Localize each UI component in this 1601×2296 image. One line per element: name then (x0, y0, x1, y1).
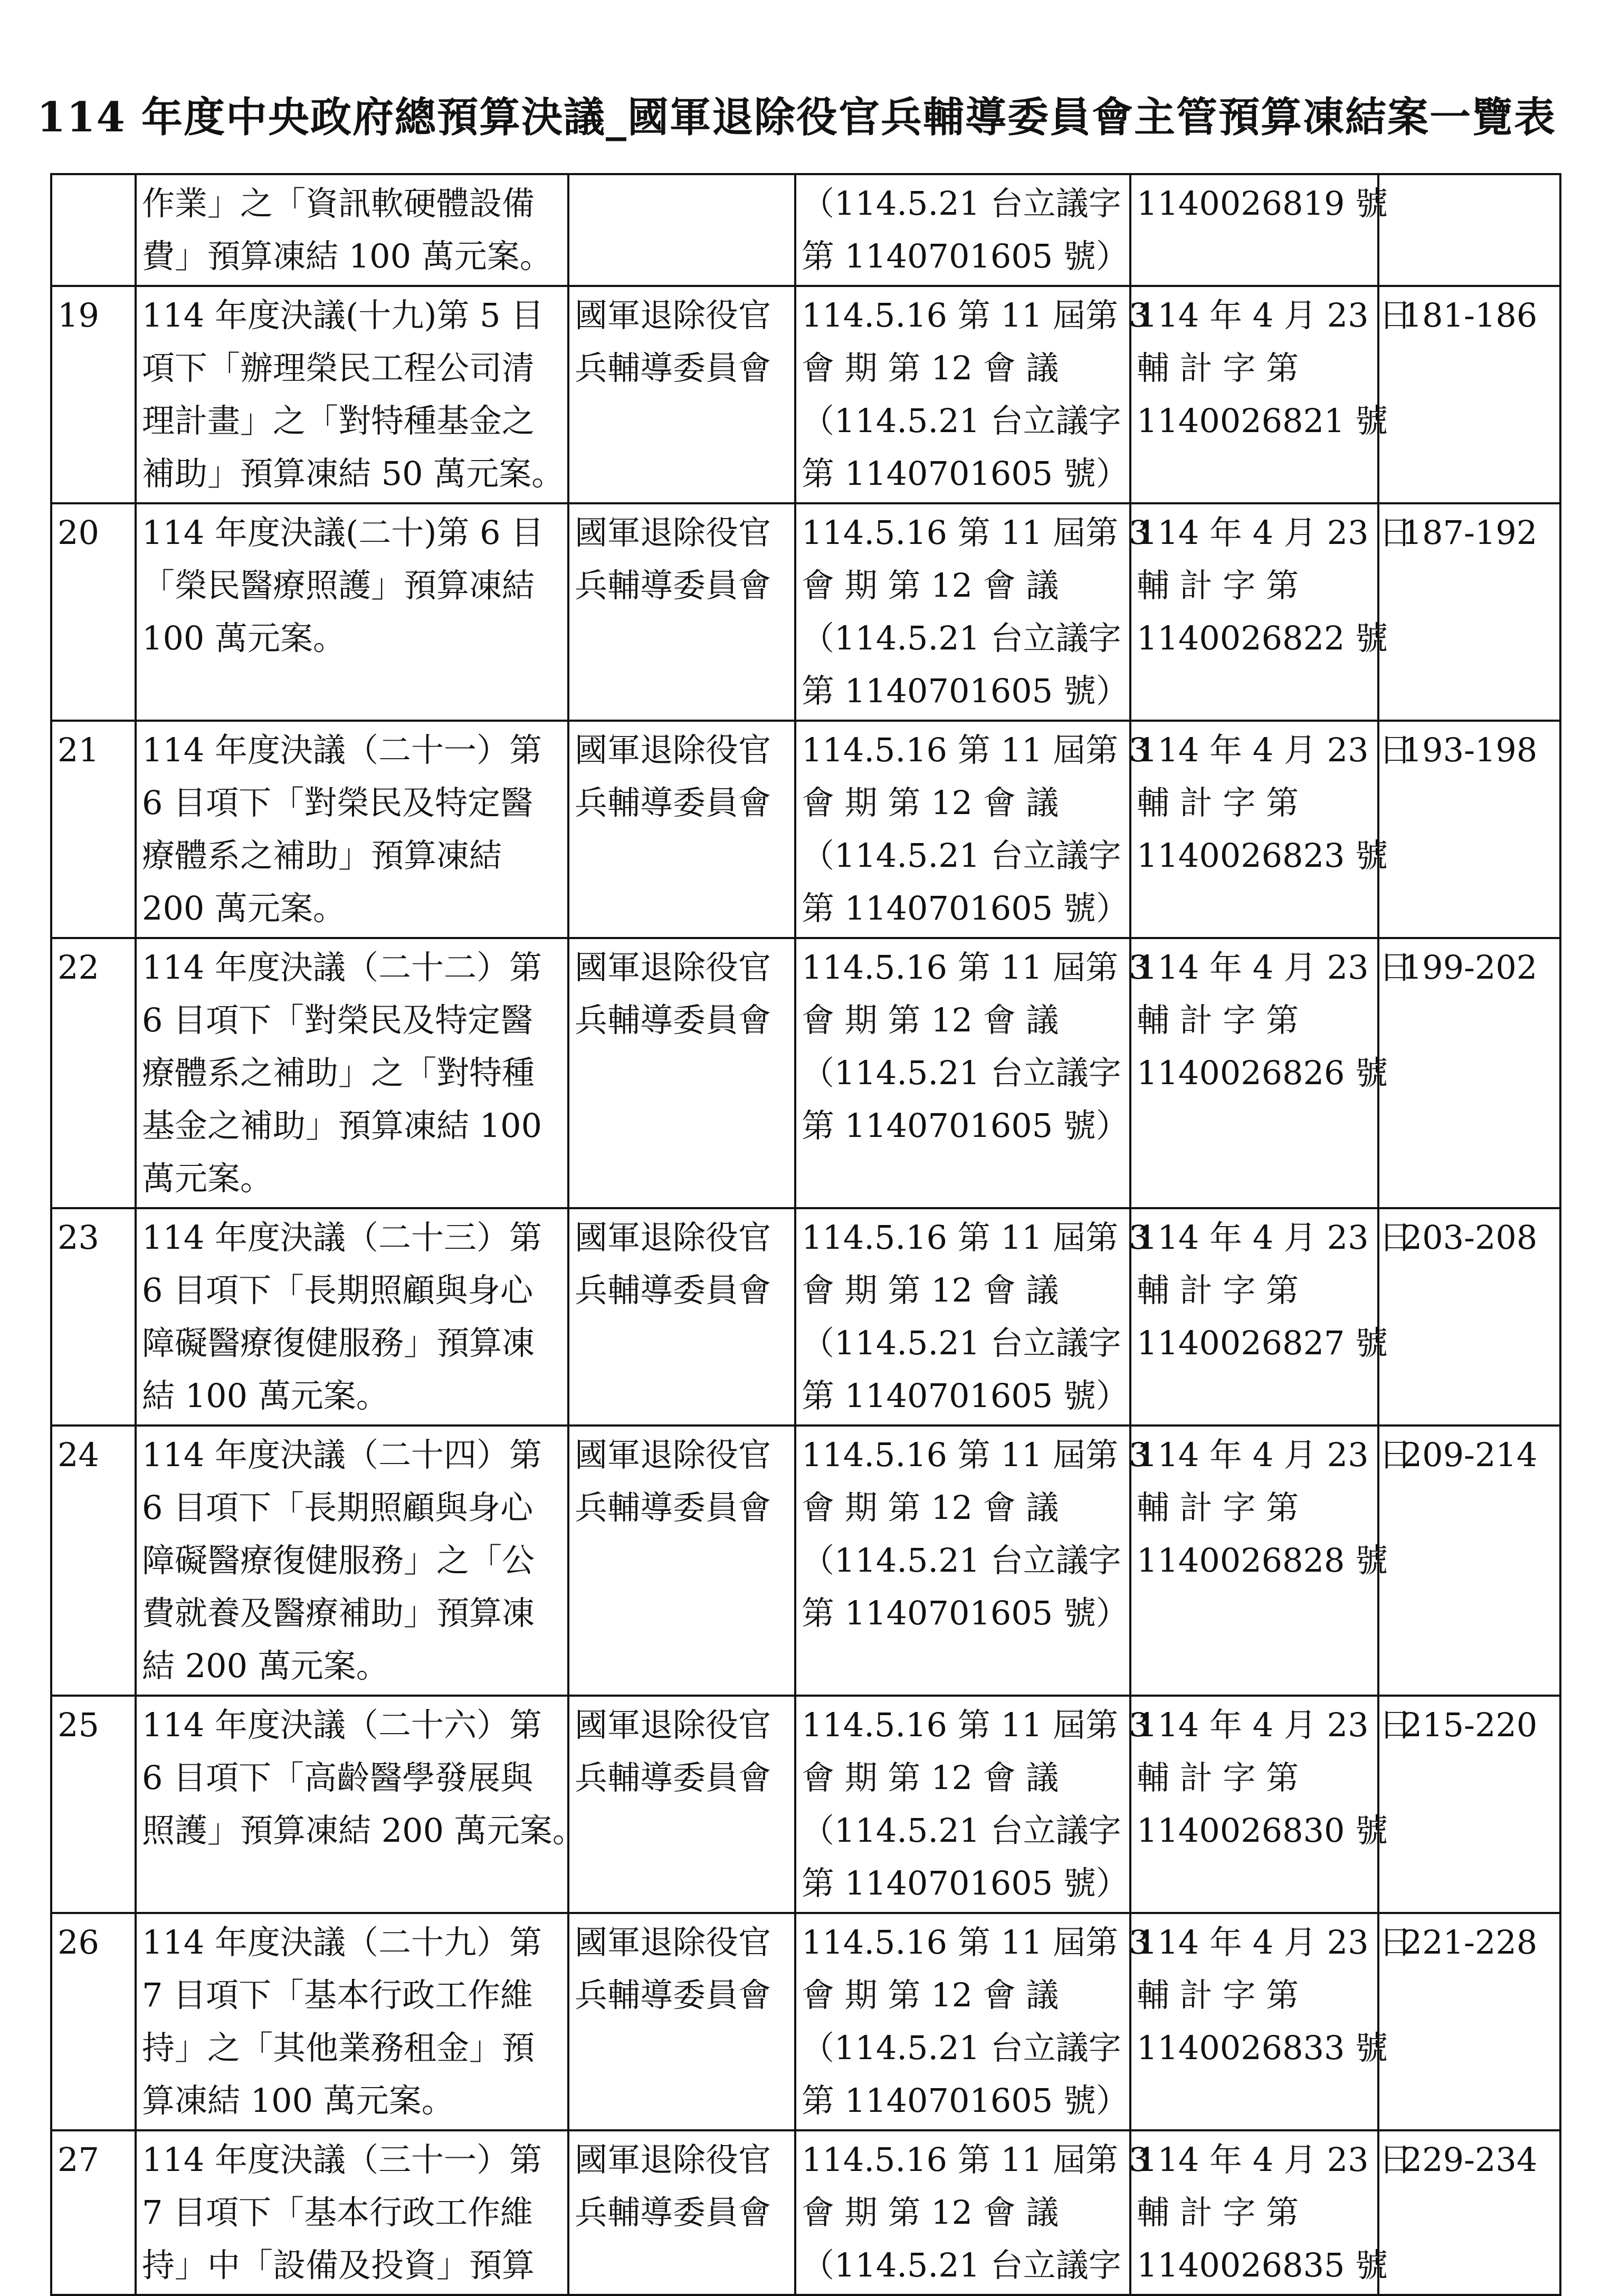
agency-cell-line: 國軍退除役官 (575, 513, 771, 552)
resolution-cell-line: （114.5.21 台立議字 (802, 1054, 1121, 1092)
resolution-cell-line: 會 期 第 12 會 議 (802, 566, 1059, 605)
resolution-cell-line: （114.5.21 台立議字 (802, 401, 1121, 440)
agency-cell (568, 938, 795, 1208)
agency-cell-line: 國軍退除役官 (575, 1436, 771, 1474)
case-cell-line: 114 年度決議（二十三）第 (142, 1218, 542, 1257)
agency-cell-line: 國軍退除役官 (575, 2140, 771, 2179)
resolution-cell-line: 第 1140701605 號） (802, 889, 1129, 927)
doc-number-cell-line: 114 年 4 月 23 日 (1137, 948, 1412, 987)
resolution-cell-line: （114.5.21 台立議字 (802, 836, 1121, 875)
case-cell-line: 持」之「其他業務租金」預 (142, 2029, 535, 2067)
resolution-cell (795, 1696, 1150, 1913)
case-cell-line: 6 目項下「高齡醫學發展與 (142, 1758, 533, 1797)
resolution-cell (795, 1426, 1150, 1696)
case-cell-line: 持」中「設備及投資」預算 (142, 2246, 535, 2284)
case-cell-line: 100 萬元案。 (142, 619, 346, 657)
doc-number-cell-line: 1140026833 號 (1137, 2029, 1388, 2067)
doc-number-cell (1130, 503, 1412, 721)
resolution-cell-line: 114.5.16 第 11 屆第 3 (802, 731, 1150, 769)
case-cell-line: 6 目項下「對榮民及特定醫 (142, 783, 533, 822)
doc-number-cell (1130, 1696, 1412, 1913)
doc-number-cell-line: 114 年 4 月 23 日 (1137, 2140, 1412, 2179)
case-cell (136, 938, 568, 1208)
table-row (51, 1208, 1560, 1426)
resolution-cell-line: 會 期 第 12 會 議 (802, 783, 1059, 822)
agency-cell (568, 503, 795, 721)
case-cell-line: 「榮民醫療照護」預算凍結 (142, 566, 535, 605)
table-row (51, 938, 1560, 1208)
agency-cell-line: 國軍退除役官 (575, 1706, 771, 1744)
resolution-cell (795, 286, 1150, 503)
case-cell-line: 結 100 萬元案。 (142, 1376, 389, 1415)
doc-number-cell-line: 1140026826 號 (1137, 1054, 1388, 1092)
doc-number-cell-line: 114 年 4 月 23 日 (1137, 1436, 1412, 1474)
agency-cell (568, 2130, 795, 2295)
doc-number-cell-line: 1140026823 號 (1137, 836, 1388, 875)
resolution-cell-line: （114.5.21 台立議字 (802, 1811, 1121, 1850)
resolution-cell-line: 114.5.16 第 11 屆第 3 (802, 1923, 1150, 1962)
table-row (51, 503, 1560, 721)
pages-cell: 203-208 (1378, 1208, 1560, 1426)
case-cell-line: 114 年度決議（二十九）第 (142, 1923, 542, 1962)
case-cell-line: 照護」預算凍結 200 萬元案。 (142, 1811, 585, 1850)
table-row (51, 2130, 1560, 2295)
case-cell (136, 1208, 568, 1426)
agency-cell (568, 1426, 795, 1696)
doc-number-cell-line: 輔 計 字 第 (1137, 1271, 1299, 1309)
case-cell-line: 114 年度決議（二十二）第 (142, 948, 542, 987)
doc-number-cell (1130, 1913, 1412, 2130)
agency-cell-line: 兵輔導委員會 (575, 349, 771, 387)
case-cell-line: 6 目項下「長期照顧與身心 (142, 1271, 533, 1309)
resolution-cell-line: 會 期 第 12 會 議 (802, 2193, 1059, 2232)
pages-cell: 209-214 (1378, 1426, 1560, 1696)
resolution-cell-line: （114.5.21 台立議字 (802, 2246, 1121, 2284)
doc-number-cell (1130, 2130, 1412, 2295)
doc-number-cell-line: 114 年 4 月 23 日 (1137, 1218, 1412, 1257)
resolution-cell-line: 114.5.16 第 11 屆第 3 (802, 296, 1150, 334)
doc-number-cell (1130, 174, 1388, 286)
resolution-cell-line: （114.5.21 台立議字 (802, 184, 1121, 223)
resolution-cell-line: （114.5.21 台立議字 (802, 619, 1121, 657)
case-cell-line: 200 萬元案。 (142, 889, 346, 927)
doc-number-cell-line: 114 年 4 月 23 日 (1137, 1923, 1412, 1962)
agency-cell (568, 1696, 795, 1913)
doc-number-cell (1130, 1208, 1412, 1426)
case-cell (136, 1913, 568, 2130)
case-cell-line: 療體系之補助」之「對特種 (142, 1054, 535, 1092)
case-cell-line: 114 年度決議（二十一）第 (142, 731, 542, 769)
case-cell-line: 結 200 萬元案。 (142, 1647, 389, 1685)
agency-cell-line: 國軍退除役官 (575, 1218, 771, 1257)
resolution-cell (795, 1208, 1150, 1426)
resolution-cell-line: 第 1140701605 號） (802, 672, 1129, 710)
case-cell (136, 286, 568, 503)
doc-number-cell-line: 1140026830 號 (1137, 1811, 1388, 1850)
agency-cell-line: 兵輔導委員會 (575, 1271, 771, 1309)
doc-number-cell-line: 114 年 4 月 23 日 (1137, 1706, 1412, 1744)
agency-cell-line: 兵輔導委員會 (575, 1001, 771, 1039)
agency-cell-line: 兵輔導委員會 (575, 2193, 771, 2232)
resolution-cell (795, 174, 1130, 286)
agency-cell (568, 1913, 795, 2130)
case-cell-line: 7 目項下「基本行政工作維 (142, 2193, 533, 2232)
agency-cell-line: 兵輔導委員會 (575, 1976, 771, 2014)
resolution-cell-line: 114.5.16 第 11 屆第 3 (802, 2140, 1150, 2179)
doc-number-cell-line: 輔 計 字 第 (1137, 1758, 1299, 1797)
table-row (51, 1913, 1560, 2130)
table-row (51, 286, 1560, 503)
doc-number-cell-line: 輔 計 字 第 (1137, 349, 1299, 387)
resolution-cell (795, 721, 1150, 938)
case-cell-line: 療體系之補助」預算凍結 (142, 836, 502, 875)
case-cell-line: 障礙醫療復健服務」之「公 (142, 1541, 535, 1580)
doc-number-cell-line: 1140026827 號 (1137, 1324, 1388, 1362)
case-cell (136, 2130, 568, 2295)
resolution-cell-line: 114.5.16 第 11 屆第 3 (802, 948, 1150, 987)
pages-cell (1378, 174, 1560, 286)
table-row (51, 1696, 1560, 1913)
pages-cell: 229-234 (1378, 2130, 1560, 2295)
pages-cell: 215-220 (1378, 1696, 1560, 1913)
case-cell (136, 1696, 585, 1913)
resolution-cell-line: 114.5.16 第 11 屆第 3 (802, 1436, 1150, 1474)
resolution-cell-line: 第 1140701605 號） (802, 1864, 1129, 1902)
resolution-cell-line: 第 1140701605 號） (802, 1106, 1129, 1145)
doc-number-cell-line: 輔 計 字 第 (1137, 566, 1299, 605)
pages-cell: 199-202 (1378, 938, 1560, 1208)
item-number-cell: 22 (51, 938, 136, 1208)
resolution-cell-line: 會 期 第 12 會 議 (802, 1001, 1059, 1039)
resolution-cell-line: 會 期 第 12 會 議 (802, 1488, 1059, 1527)
resolution-cell (795, 938, 1150, 1208)
doc-number-cell-line: 1140026828 號 (1137, 1541, 1388, 1580)
resolution-cell-line: （114.5.21 台立議字 (802, 1541, 1121, 1580)
case-cell-line: 萬元案。 (142, 1159, 273, 1198)
agency-cell-line: 兵輔導委員會 (575, 783, 771, 822)
agency-cell-line: 兵輔導委員會 (575, 1488, 771, 1527)
resolution-cell (795, 1913, 1150, 2130)
page-title: 114 年度中央政府總預算決議_國軍退除役官兵輔導委員會主管預算凍結案一覽表 (37, 93, 1556, 141)
case-cell-line: 6 目項下「長期照顧與身心 (142, 1488, 533, 1527)
case-cell (136, 174, 568, 286)
doc-number-cell-line: 輔 計 字 第 (1137, 2193, 1299, 2232)
doc-number-cell-line: 114 年 4 月 23 日 (1137, 296, 1412, 334)
pages-cell: 221-228 (1378, 1913, 1560, 2130)
item-number-cell: 26 (51, 1913, 136, 2130)
case-cell-line: 7 目項下「基本行政工作維 (142, 1976, 533, 2014)
table-row (51, 721, 1560, 938)
item-number-cell: 19 (51, 286, 136, 503)
doc-number-cell-line: 輔 計 字 第 (1137, 1488, 1299, 1527)
agency-cell-line: 國軍退除役官 (575, 1923, 771, 1962)
case-cell-line: 114 年度決議（二十四）第 (142, 1436, 542, 1474)
case-cell-line: 114 年度決議(十九)第 5 目 (142, 296, 544, 334)
resolution-cell (795, 503, 1150, 721)
agency-cell-line: 國軍退除役官 (575, 296, 771, 334)
resolution-cell-line: 114.5.16 第 11 屆第 3 (802, 1706, 1150, 1744)
case-cell-line: 作業」之「資訊軟硬體設備 (142, 184, 535, 223)
case-cell-line: 項下「辦理榮民工程公司清 (142, 349, 535, 387)
item-number-cell: 27 (51, 2130, 136, 2295)
resolution-cell-line: 會 期 第 12 會 議 (802, 1976, 1059, 2014)
doc-number-cell-line: 1140026819 號 (1137, 184, 1388, 223)
agency-cell (568, 286, 795, 503)
doc-number-cell (1130, 286, 1412, 503)
item-number-cell: 23 (51, 1208, 136, 1426)
agency-cell-line: 兵輔導委員會 (575, 566, 771, 605)
doc-number-cell-line: 1140026835 號 (1137, 2246, 1388, 2284)
case-cell-line: 補助」預算凍結 50 萬元案。 (142, 454, 565, 493)
resolution-cell-line: 會 期 第 12 會 議 (802, 349, 1059, 387)
doc-number-cell-line: 114 年 4 月 23 日 (1137, 731, 1412, 769)
doc-number-cell (1130, 938, 1412, 1208)
case-cell-line: 費」預算凍結 100 萬元案。 (142, 237, 552, 275)
resolution-cell-line: 114.5.16 第 11 屆第 3 (802, 1218, 1150, 1257)
doc-number-cell (1130, 1426, 1412, 1696)
item-number-cell: 21 (51, 721, 136, 938)
agency-cell (568, 174, 795, 286)
table-row (51, 1426, 1560, 1696)
doc-number-cell-line: 輔 計 字 第 (1137, 1976, 1299, 2014)
pages-cell: 181-186 (1378, 286, 1560, 503)
item-number-cell: 24 (51, 1426, 136, 1696)
pages-cell: 193-198 (1378, 721, 1560, 938)
item-number-cell: 25 (51, 1696, 136, 1913)
resolution-cell (795, 2130, 1150, 2295)
doc-number-cell-line: 1140026821 號 (1137, 401, 1388, 440)
doc-number-cell-line: 輔 計 字 第 (1137, 1001, 1299, 1039)
resolution-cell-line: 會 期 第 12 會 議 (802, 1758, 1059, 1797)
case-cell (136, 1426, 568, 1696)
case-cell (136, 721, 568, 938)
item-number-cell (51, 174, 136, 286)
case-cell-line: 障礙醫療復健服務」預算凍 (142, 1324, 535, 1362)
case-cell-line: 算凍結 100 萬元案。 (142, 2081, 454, 2120)
item-number-cell: 20 (51, 503, 136, 721)
agency-cell (568, 721, 795, 938)
resolution-cell-line: 第 1140701605 號） (802, 2081, 1129, 2120)
resolution-cell-line: 第 1140701605 號） (802, 1376, 1129, 1415)
case-cell (136, 503, 568, 721)
resolution-cell-line: （114.5.21 台立議字 (802, 2029, 1121, 2067)
pages-cell: 187-192 (1378, 503, 1560, 721)
table-row (51, 174, 1560, 286)
resolution-cell-line: 114.5.16 第 11 屆第 3 (802, 513, 1150, 552)
agency-cell-line: 國軍退除役官 (575, 948, 771, 987)
resolution-cell-line: 第 1140701605 號） (802, 237, 1129, 275)
resolution-cell-line: 會 期 第 12 會 議 (802, 1271, 1059, 1309)
case-cell-line: 費就養及醫療補助」預算凍 (142, 1594, 535, 1632)
resolution-cell-line: 第 1140701605 號） (802, 454, 1129, 493)
case-cell-line: 114 年度決議(二十)第 6 目 (142, 513, 544, 552)
case-cell-line: 114 年度決議（二十六）第 (142, 1706, 542, 1744)
case-cell-line: 理計畫」之「對特種基金之 (142, 401, 535, 440)
resolution-cell-line: 第 1140701605 號） (802, 1594, 1129, 1632)
doc-number-cell-line: 輔 計 字 第 (1137, 783, 1299, 822)
case-cell-line: 6 目項下「對榮民及特定醫 (142, 1001, 533, 1039)
doc-number-cell-line: 1140026822 號 (1137, 619, 1388, 657)
doc-number-cell (1130, 721, 1412, 938)
agency-cell (568, 1208, 795, 1426)
agency-cell-line: 國軍退除役官 (575, 731, 771, 769)
budget-freeze-table (50, 173, 1561, 2296)
resolution-cell-line: （114.5.21 台立議字 (802, 1324, 1121, 1362)
case-cell-line: 114 年度決議（三十一）第 (142, 2140, 542, 2179)
agency-cell-line: 兵輔導委員會 (575, 1758, 771, 1797)
case-cell-line: 基金之補助」預算凍結 100 (142, 1106, 542, 1145)
doc-number-cell-line: 114 年 4 月 23 日 (1137, 513, 1412, 552)
